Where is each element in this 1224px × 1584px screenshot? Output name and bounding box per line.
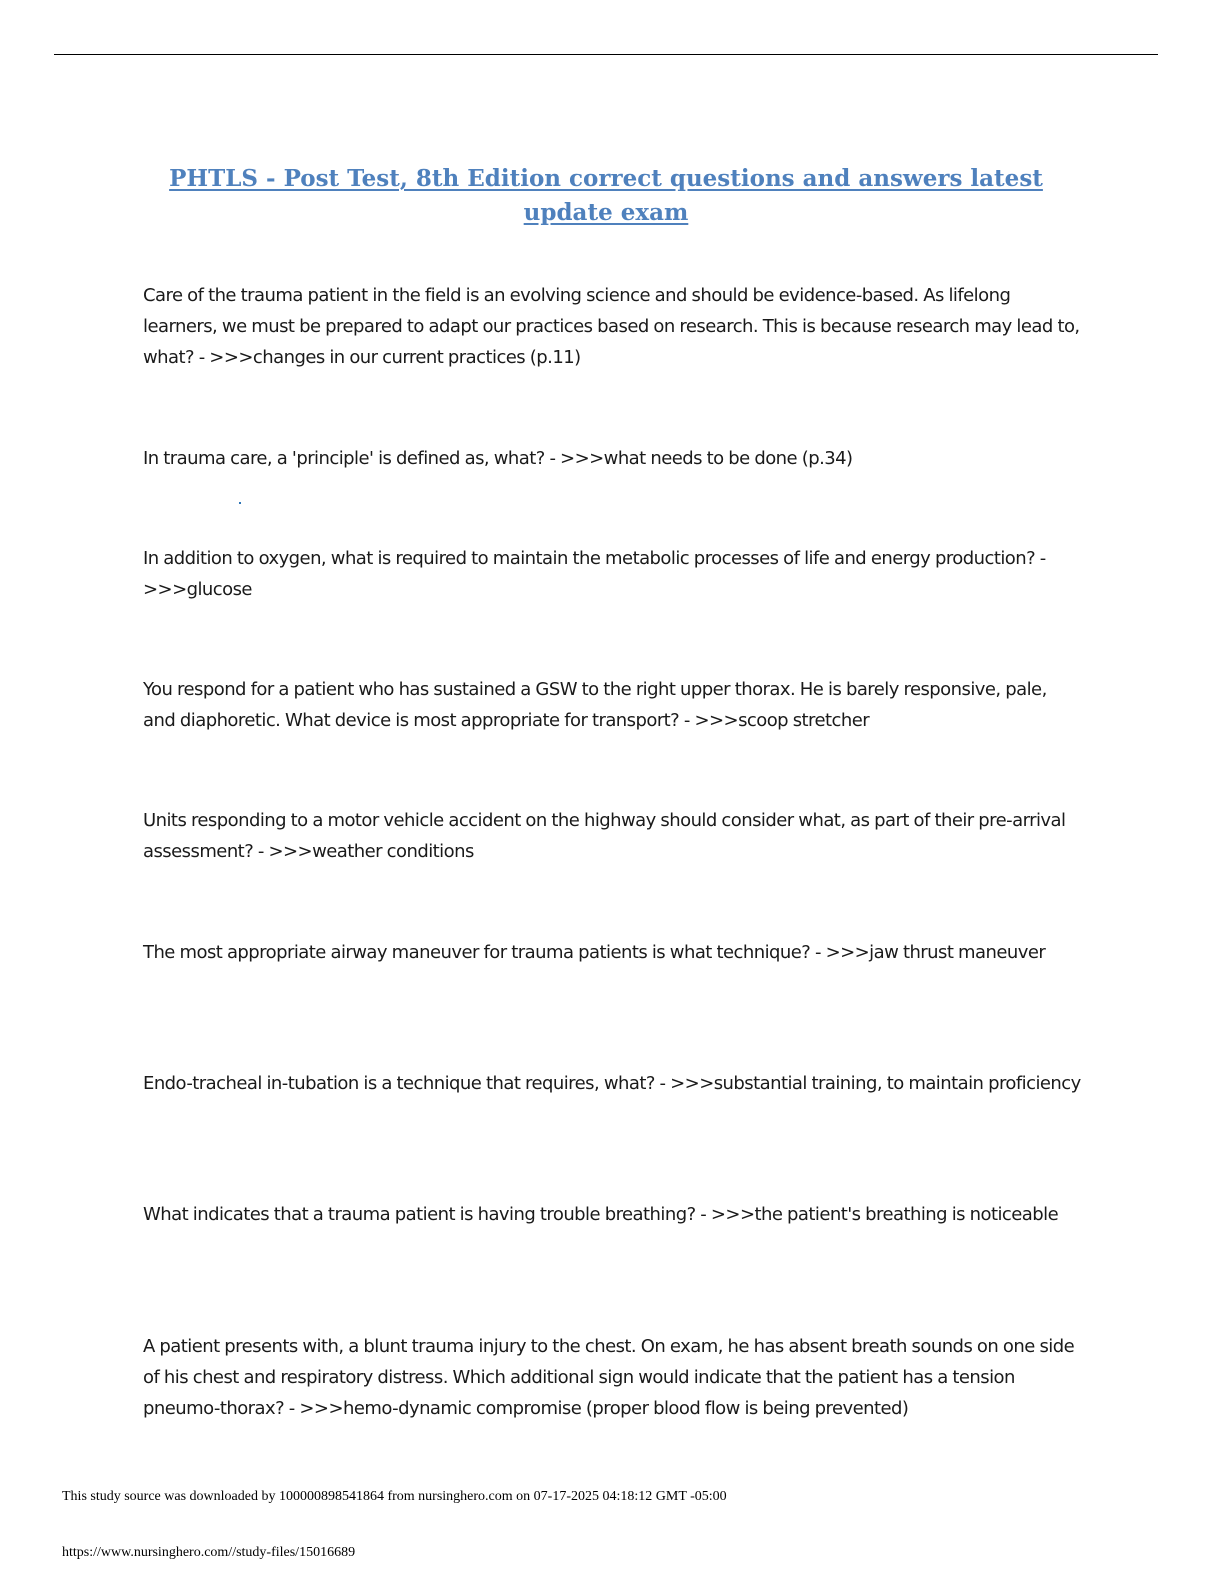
qa-entry: What indicates that a trauma patient is having trouble breathing? - >>>the patient's breathing is noticeable xyxy=(143,1204,1059,1225)
document-title[interactable]: PHTLS - Post Test, 8th Edition correct questions and answers latest update exam xyxy=(169,165,1043,226)
qa-entry: Care of the trauma patient in the field is an evolving science and should be evidence-based. As lifelong learners, we must be prepared to adapt our practices based on research. This is because research may lead to, what? - >>>changes in our current practices (p.11) xyxy=(143,285,1080,368)
stray-mark xyxy=(239,502,241,504)
source-url-link[interactable]: https://www.nursinghero.com//study-files/15016689 xyxy=(62,1545,356,1560)
download-notice: This study source was downloaded by 100000898541864 from nursinghero.com on 07-17-2025 04:18:12 GMT -05:00 xyxy=(62,1489,727,1504)
qa-entry: Endo-tracheal in-tubation is a technique that requires, what? - >>>substantial training, to maintain proficiency xyxy=(143,1073,1081,1094)
qa-entry: You respond for a patient who has sustained a GSW to the right upper thorax. He is barely responsive, pale, and diaphoretic. What device is most appropriate for transport? - >>>scoop stretcher xyxy=(143,679,1047,731)
qa-entry: The most appropriate airway maneuver for trauma patients is what technique? - >>>jaw thrust maneuver xyxy=(143,942,1046,963)
qa-entry: In addition to oxygen, what is required to maintain the metabolic processes of life and energy production? - >>>glucose xyxy=(143,548,1046,600)
qa-entry: In trauma care, a 'principle' is defined as, what? - >>>what needs to be done (p.34) xyxy=(143,448,853,469)
qa-entry: Units responding to a motor vehicle accident on the highway should consider what, as part of their pre-arrival assessment? - >>>weather conditions xyxy=(143,810,1066,862)
qa-entry: A patient presents with, a blunt trauma injury to the chest. On exam, he has absent breath sounds on one side of his chest and respiratory distress. Which additional sign would indicate that the patient has a tension pneumo-thorax? - >>>hemo-dynamic compromise (proper blood flow is being prevented) xyxy=(143,1336,1075,1419)
header-divider xyxy=(54,54,1158,55)
